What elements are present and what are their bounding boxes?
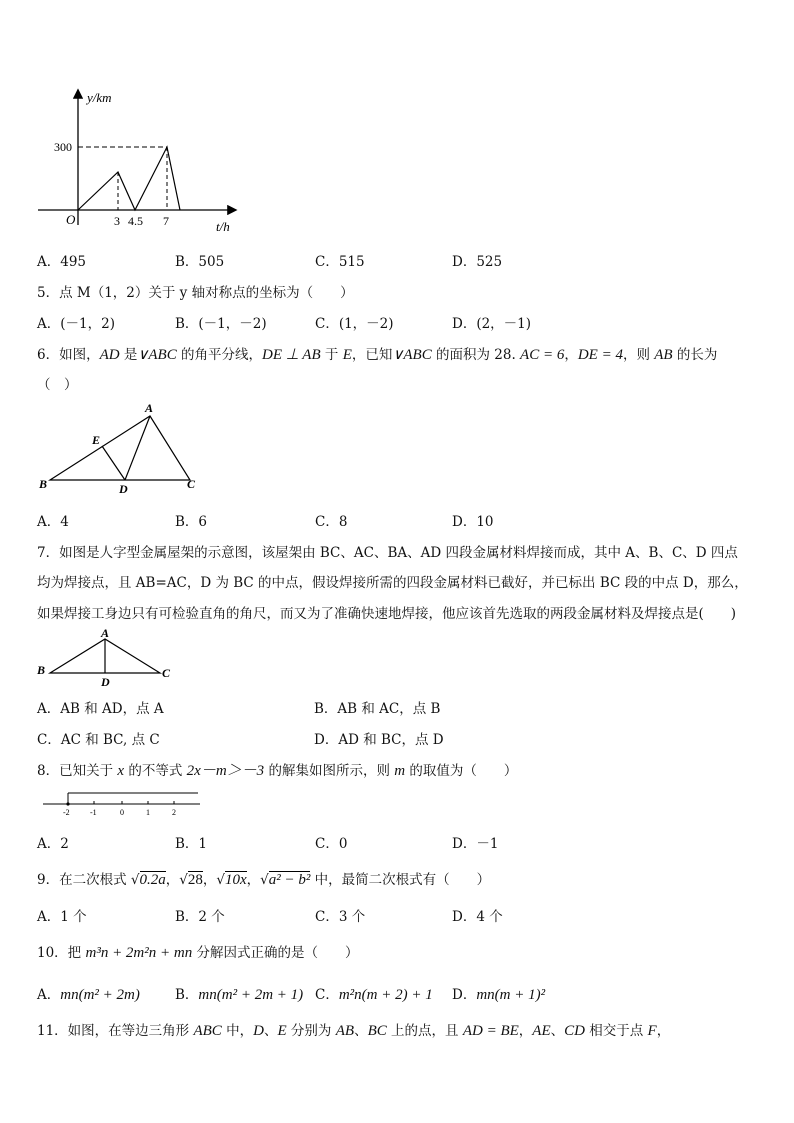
q9-stem: 9．在二次根式 √0.2a，√28，√10x，√a² − b² 中，最简二次根式有（ ）	[37, 872, 491, 888]
q8-option-c[interactable]: C．0	[315, 836, 348, 852]
q10-option-a[interactable]: A．mn(m² + 2m)	[37, 987, 140, 1003]
q9-option-c[interactable]: C．3 个	[315, 909, 366, 925]
q7-option-a[interactable]: A．AB 和 AD，点 A	[37, 701, 164, 717]
q7-truss-figure	[35, 626, 185, 688]
q6-option-d[interactable]: D．10	[452, 514, 494, 530]
svg-text:0: 0	[120, 808, 124, 817]
label-e: E	[92, 433, 101, 447]
q7-stem-line2: 均为焊接点，且 AB=AC，D 为 BC 的中点，假设焊接所需的四段金属材料已截好，并已标出 BC 段的中点 D，那么，	[37, 575, 748, 591]
q5-option-b[interactable]: B．(－1，－2)	[175, 316, 267, 332]
graph-line	[78, 147, 180, 210]
q6-stem: 6．如图，AD 是∨ABC 的角平分线，DE ⊥ AB 于 E，已知∨ABC 的面积为 28. AC = 6，DE = 4，则 AB 的长为	[37, 347, 718, 363]
y-axis-label: y/km	[87, 90, 112, 105]
svg-text:-2: -2	[63, 808, 70, 817]
distance-time-graph	[30, 85, 270, 235]
q8-stem: 8．已知关于 x 的不等式 2x－m＞－3 的解集如图所示，则 m 的取值为（ ）	[37, 763, 518, 779]
q7-stem-line1: 7．如图是人字型金属屋架的示意图，该屋架由 BC、AC、BA、AD 四段金属材料焊接而成，其中 A、B、C、D 四点	[37, 545, 738, 561]
svg-text:1: 1	[146, 808, 150, 817]
q11-stem: 11．如图，在等边三角形 ABC 中，D、E 分别为 AB、BC 上的点，且 AD = BE，AE、CD 相交于点 F，	[37, 1023, 671, 1039]
x-tick-7: 7	[163, 214, 169, 228]
origin-label: O	[66, 212, 76, 227]
label-b: B	[37, 663, 46, 677]
q10-stem: 10．把 m³n + 2m²n + mn 分解因式正确的是（ ）	[37, 945, 359, 961]
q7-stem-line3: 如果焊接工身边只有可检验直角的角尺，而又为了准确快速地焊接，他应该首先选取的两段金属材料及焊接点是( )	[37, 606, 737, 622]
svg-text:-1: -1	[90, 808, 97, 817]
q5-option-d[interactable]: D．(2，－1)	[452, 316, 532, 332]
q8-option-b[interactable]: B．1	[175, 836, 208, 852]
q4-option-a[interactable]: A．495	[37, 254, 87, 270]
q5-option-c[interactable]: C．(1，－2)	[315, 316, 394, 332]
radical-sign: √	[179, 872, 188, 888]
label-a: A	[101, 626, 110, 640]
label-b: B	[39, 477, 48, 491]
q4-option-c[interactable]: C．515	[315, 254, 365, 270]
q6-option-b[interactable]: B．6	[175, 514, 208, 530]
q7-option-d[interactable]: D．AD 和 BC，点 D	[314, 732, 444, 748]
label-c: C	[187, 477, 196, 491]
q9-option-a[interactable]: A．1 个	[37, 909, 87, 925]
svg-text:2: 2	[172, 808, 176, 817]
label-a: A	[145, 401, 154, 415]
y-tick-300: 300	[54, 140, 72, 154]
label-d: D	[119, 482, 128, 495]
x-axis-label: t/h	[216, 219, 230, 234]
q6-stem-line2: （ ）	[37, 377, 78, 393]
radical-sign: √	[216, 872, 225, 888]
q5-option-a[interactable]: A．(－1，2)	[37, 316, 115, 332]
q8-number-line	[40, 788, 210, 818]
radical-sign: √	[260, 872, 269, 888]
q8-option-a[interactable]: A．2	[37, 836, 69, 852]
q6-option-c[interactable]: C．8	[315, 514, 348, 530]
label-d: D	[101, 675, 110, 688]
q8-option-d[interactable]: D．－1	[452, 836, 499, 852]
q5-stem: 5．点 M（1，2）关于 y 轴对称点的坐标为（ ）	[37, 285, 354, 301]
q6-option-a[interactable]: A．4	[37, 514, 69, 530]
q4-option-d[interactable]: D．525	[452, 254, 503, 270]
q6-triangle-figure	[35, 400, 215, 495]
radical-sign: √	[130, 872, 140, 888]
q10-option-c[interactable]: C．m²n(m + 2) + 1	[315, 987, 433, 1003]
x-tick-3: 3	[114, 214, 120, 228]
x-tick-4.5: 4.5	[128, 214, 143, 228]
q10-option-d[interactable]: D．mn(m + 1)²	[452, 987, 546, 1003]
label-c: C	[162, 666, 171, 680]
q10-option-b[interactable]: B．mn(m² + 2m + 1)	[175, 987, 304, 1003]
q7-option-c[interactable]: C．AC 和 BC, 点 C	[37, 732, 160, 748]
q7-option-b[interactable]: B．AB 和 AC，点 B	[314, 701, 441, 717]
endpoint-dot	[66, 802, 69, 805]
q4-option-b[interactable]: B．505	[175, 254, 225, 270]
q9-option-d[interactable]: D．4 个	[452, 909, 503, 925]
q9-option-b[interactable]: B．2 个	[175, 909, 225, 925]
